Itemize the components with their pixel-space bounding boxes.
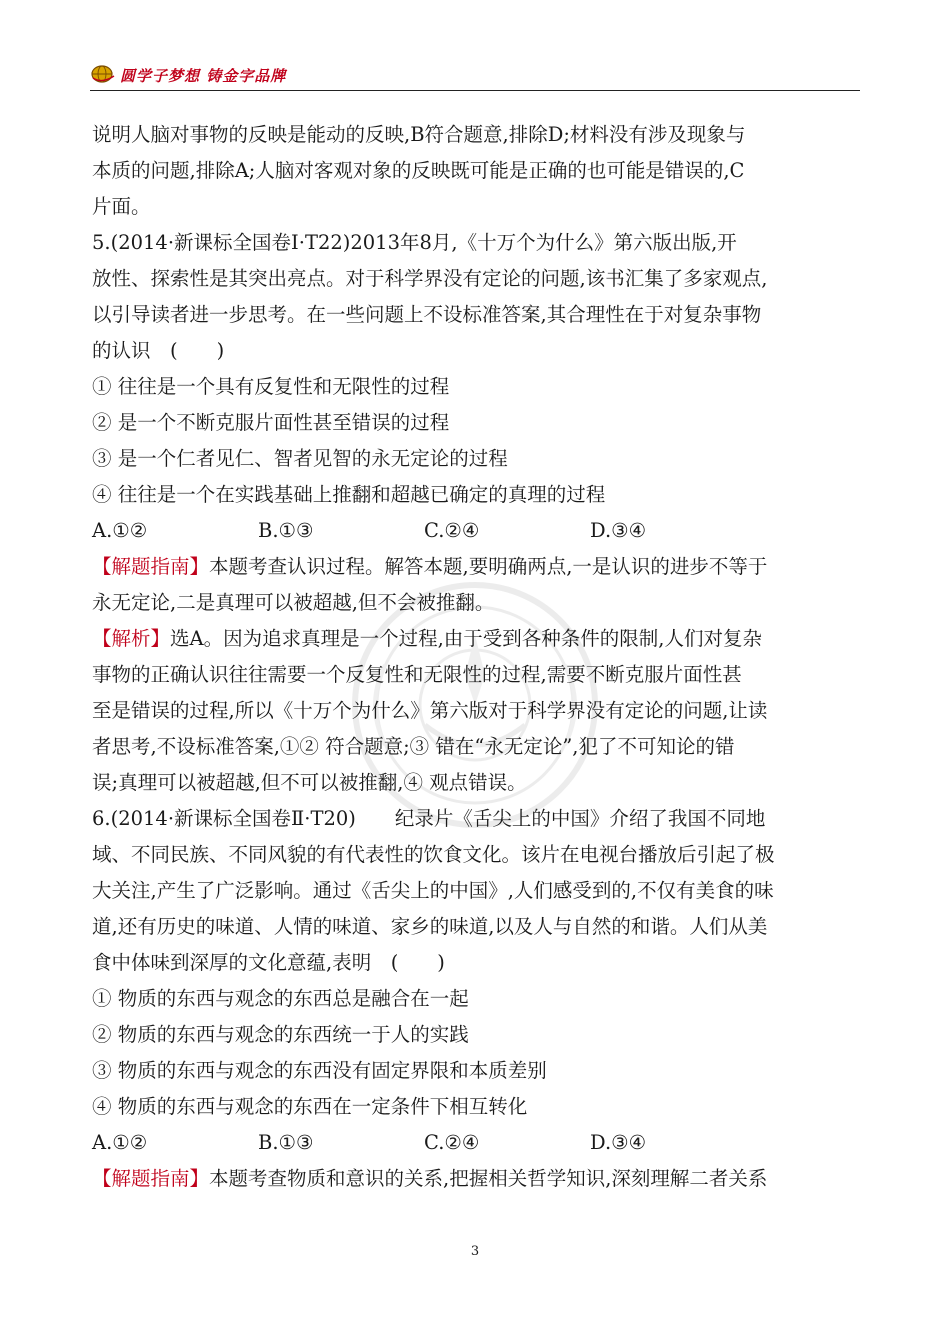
intro-line: 本质的问题,排除A;人脑对客观对象的反映既可能是正确的也可能是错误的,C (92, 159, 745, 182)
document-body (92, 117, 862, 1197)
q5-guide-line (92, 549, 862, 585)
q6-choice-b: B.①③ (258, 1131, 314, 1154)
q5-choices (92, 513, 862, 549)
q5-stem-line: 的认识 ( ) (92, 339, 225, 362)
q6-choice-a: A.①② (92, 1131, 148, 1154)
intro-line: 说明人脑对事物的反映是能动的反映,B符合题意,排除D;材料没有涉及现象与 (92, 123, 746, 146)
q5-stem-line: 以引导读者进一步思考。在一些问题上不设标准答案,其合理性在于对复杂事物 (92, 303, 762, 326)
q5-analysis-line (92, 621, 862, 657)
q5-guide-line: 永无定论,二是真理可以被超越,但不会被推翻。 (92, 591, 495, 614)
q5-guide-tag: 【解题指南】 (92, 555, 210, 578)
q6-stem-line: 域、不同民族、不同风貌的有代表性的饮食文化。该片在电视台播放后引起了极 (92, 843, 775, 866)
q6-guide-line (92, 1161, 862, 1197)
q5-option: ④ 往往是一个在实践基础上推翻和超越已确定的真理的过程 (92, 483, 606, 506)
q6-option: ② 物质的东西与观念的东西统一于人的实践 (92, 1023, 469, 1046)
q5-analysis-line: 者思考,不设标准答案,①② 符合题意;③ 错在“永无定论”,犯了不可知论的错 (92, 735, 735, 758)
q6-stem-line: 道,还有历史的味道、人情的味道、家乡的味道,以及人与自然的和谐。人们从美 (92, 915, 768, 938)
globe-logo-icon (90, 64, 116, 84)
header-slogan: 圆学子梦想 铸金字品牌 (120, 67, 287, 85)
q6-choices (92, 1125, 862, 1161)
q6-stem-line: 6.(2014·新课标全国卷Ⅱ·T20) 纪录片《舌尖上的中国》介绍了我国不同地 (92, 807, 766, 830)
q6-option: ④ 物质的东西与观念的东西在一定条件下相互转化 (92, 1095, 528, 1118)
page-number: 3 (470, 1244, 480, 1259)
q5-stem-line: 5.(2014·新课标全国卷Ⅰ·T22)2013年8月,《十万个为什么》第六版出版,开 (92, 231, 737, 254)
q6-option: ① 物质的东西与观念的东西总是融合在一起 (92, 987, 469, 1010)
q5-choice-c: C.②④ (424, 519, 480, 542)
q5-option: ③ 是一个仁者见仁、智者见智的永无定论的过程 (92, 447, 508, 470)
q5-choice-b: B.①③ (258, 519, 314, 542)
q5-analysis-tag: 【解析】 (92, 627, 171, 650)
q5-option: ① 往往是一个具有反复性和无限性的过程 (92, 375, 450, 398)
q6-guide-tag: 【解题指南】 (92, 1167, 210, 1190)
q5-guide-text: 本题考查认识过程。解答本题,要明确两点,一是认识的进步不等于 (209, 555, 768, 578)
q5-choice-d: D.③④ (590, 519, 647, 542)
q5-option: ② 是一个不断克服片面性甚至错误的过程 (92, 411, 450, 434)
q5-analysis-text: 选A。因为追求真理是一个过程,由于受到各种条件的限制,人们对复杂 (170, 627, 762, 650)
q6-choice-d: D.③④ (590, 1131, 647, 1154)
intro-line: 片面。 (92, 195, 151, 218)
q5-choice-a: A.①② (92, 519, 148, 542)
q6-choice-c: C.②④ (424, 1131, 480, 1154)
q6-stem-line: 食中体味到深厚的文化意蕴,表明 ( ) (92, 951, 445, 974)
q5-analysis-line: 至是错误的过程,所以《十万个为什么》第六版对于科学界没有定论的问题,让读 (92, 699, 768, 722)
q5-stem-line: 放性、探索性是其突出亮点。对于科学界没有定论的问题,该书汇集了多家观点, (92, 267, 768, 290)
page-header (90, 62, 860, 91)
q5-analysis-line: 误;真理可以被超越,但不可以被推翻,④ 观点错误。 (92, 771, 527, 794)
q6-guide-text: 本题考查物质和意识的关系,把握相关哲学知识,深刻理解二者关系 (209, 1167, 768, 1190)
q6-stem-line: 大关注,产生了广泛影响。通过《舌尖上的中国》,人们感受到的,不仅有美食的味 (92, 879, 774, 902)
q5-analysis-line: 事物的正确认识往往需要一个反复性和无限性的过程,需要不断克服片面性甚 (92, 663, 742, 686)
q6-option: ③ 物质的东西与观念的东西没有固定界限和本质差别 (92, 1059, 547, 1082)
